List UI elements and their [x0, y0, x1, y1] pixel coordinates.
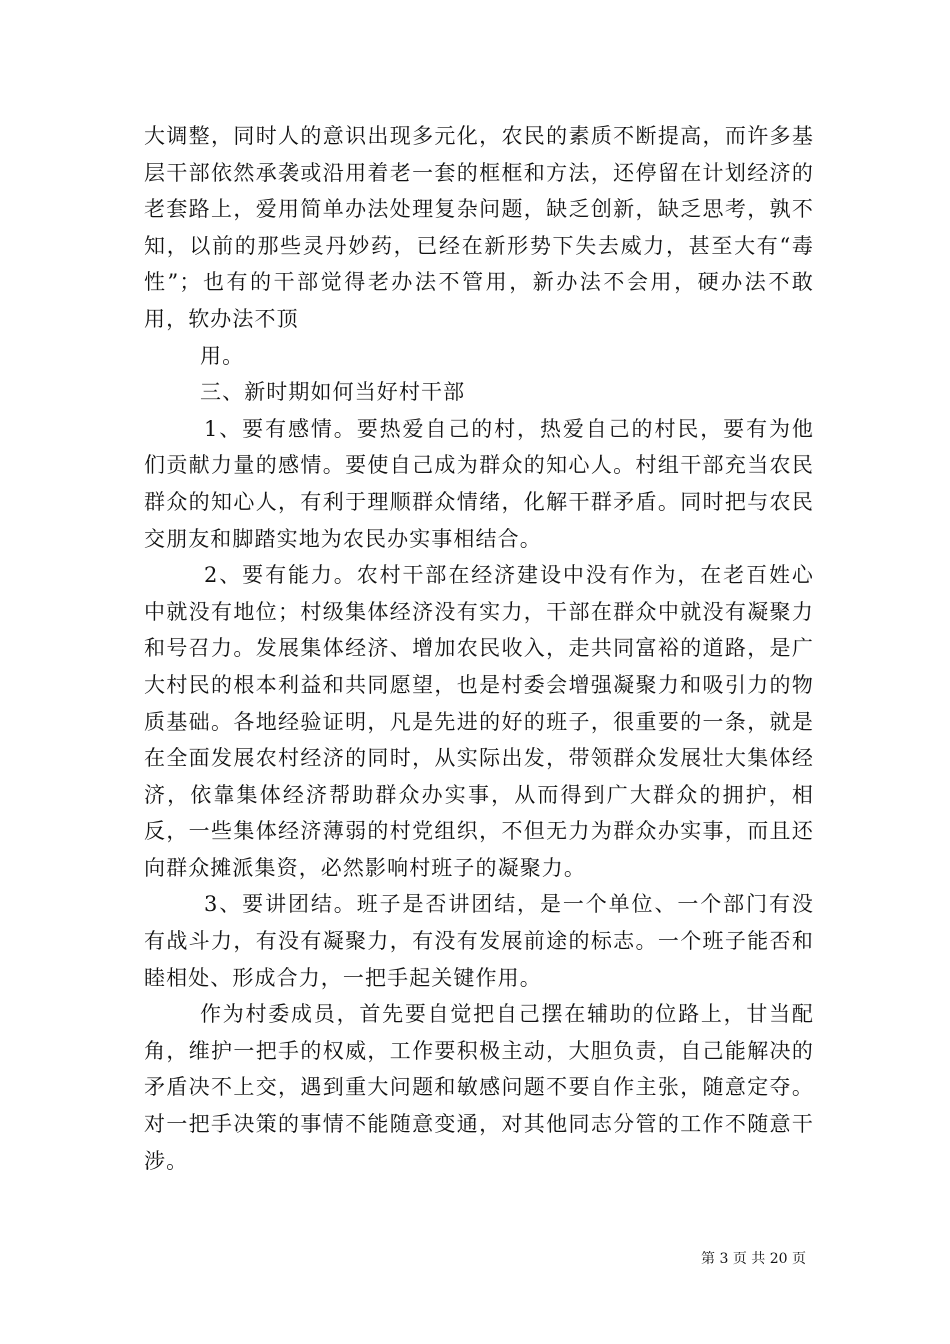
page-number: 第 3 页 共 20 页 — [701, 1251, 806, 1267]
document-body — [144, 118, 814, 1179]
paragraph-point-1: 1、要有感情。要热爱自己的村，热爱自己的村民，要有为他们贡献力量的感情。要使自己成为群众的知心人。村组干部充当农民群众的知心人，有利于理顺群众情绪，化解干群矛盾。同时把与农民交朋友和脚踏实地为农民办实事相结合。 — [144, 416, 814, 551]
paragraph-point-2: 2、要有能力。农村干部在经济建设中没有作为，在老百姓心中就没有地位；村级集体经济没有实力，干部在群众中就没有凝聚力和号召力。发展集体经济、增加农民收入，走共同富裕的道路，是广大村民的根本利益和共同愿望，也是村委会增强凝聚力和吸引力的物质基础。各地经验证明，凡是先进的好的班子，很重要的一条，就是在全面发展农村经济的同时，从实际出发，带领群众发展壮大集体经济，依靠集体经济帮助群众办实事，从而得到广大群众的拥护，相反，一些集体经济薄弱的村党组织，不但无力为群众办实事，而且还向群众摊派集资，必然影响村班子的凝聚力。 — [144, 563, 814, 880]
paragraph-continued: 大调整，同时人的意识出现多元化，农民的素质不断提高，而许多基层干部依然承袭或沿用着老一套的框框和方法，还停留在计划经济的老套路上，爱用简单办法处理复杂问题，缺乏创新，缺乏思考，孰不知，以前的那些灵丹妙药，已经在新形势下失去威力，甚至大有“毒性”；也有的干部觉得老办法不管用，新办法不会用，硬办法不敢用，软办法不顶 — [144, 124, 814, 331]
section-heading: 三、新时期如何当好村干部 — [200, 380, 466, 405]
paragraph-point-3: 3、要讲团结。班子是否讲团结，是一个单位、一个部门有没有战斗力，有没有凝聚力，有没有发展前途的标志。一个班子能否和睦相处、形成合力，一把手起关键作用。 — [144, 892, 814, 990]
paragraph-continued-tail: 用。 — [200, 343, 245, 368]
paragraph-committee-members: 作为村委成员，首先要自觉把自己摆在辅助的位路上，甘当配角，维护一把手的权威，工作要积极主动，大胆负责，自己能解决的矛盾决不上交，遇到重大问题和敏感问题不要自作主张，随意定夺。对一把手决策的事情不能随意变通，对其他同志分管的工作不随意干涉。 — [144, 1002, 814, 1173]
